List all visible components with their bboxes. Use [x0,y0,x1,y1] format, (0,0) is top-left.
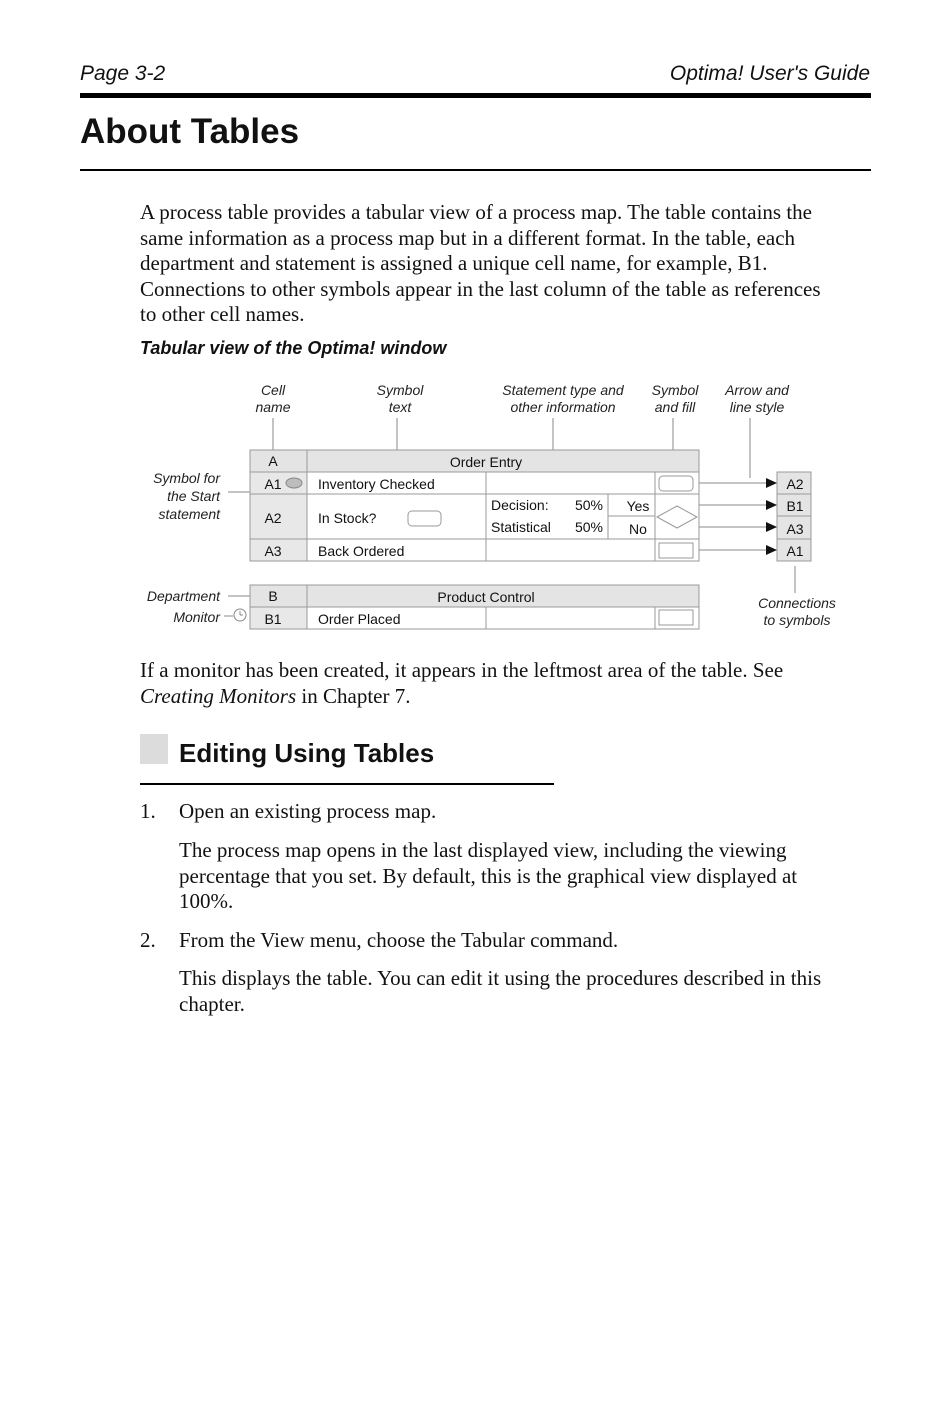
text-a2: In Stock? [318,510,377,526]
guide-title: Optima! User's Guide [669,62,870,85]
step-1-text: Open an existing process map. [179,799,437,823]
arrowhead-icons [766,478,777,555]
cell-a1: A1 [264,476,282,492]
monitor-clock-icon [234,609,246,621]
monitor-paragraph: If a monitor has been created, it appears in the leftmost area of the table. See Creating Monitors in Chapter 7. [140,658,784,708]
callout-connections: Connections to symbols [758,595,836,628]
pct1-a2: 50% [574,497,603,513]
branch-yes: Yes [626,498,650,514]
branch-no: No [629,521,647,537]
step-2-number: 2. [140,928,156,952]
decision-button-icon [408,511,441,526]
step-1-number: 1. [140,799,156,823]
conn-a1: A1 [786,543,804,559]
b1-rectangle-icon [659,610,693,625]
subsection-rule [140,783,554,785]
rectangle-icon [659,543,693,558]
creating-monitors-reference: Creating Monitors [140,683,297,708]
step-2-detail: This displays the table. You can edit it using the procedures described in this chapter. [179,966,822,1016]
dept-a-cell: A [268,453,278,469]
text-a3: Back Ordered [318,543,405,559]
callout-monitor: Monitor [173,609,220,625]
callout-symbol-fill: Symbol and fill [651,382,699,415]
callout-cell-name: Cell name [255,382,291,415]
dept-a-name: Order Entry [449,454,523,470]
text-b1: Order Placed [318,611,401,627]
callout-department: Department [146,588,220,604]
section-title: About Tables [80,112,300,151]
text-a1: Inventory Checked [318,476,435,492]
cell-a3: A3 [264,543,282,559]
conn-a3: A3 [786,521,804,537]
page-number: Page 3-2 [80,62,166,85]
callout-symbol-text: Symbol text [376,382,424,415]
dept-b-name: Product Control [437,589,535,605]
subsection-marker [140,734,168,764]
tabular-view-figure [0,370,950,640]
stat-a2: Statistical [491,519,551,535]
conn-a2: A2 [786,476,804,492]
cell-a2: A2 [264,510,282,526]
header-rule [80,93,871,98]
title-rule [80,169,871,171]
conn-b1: B1 [786,498,804,514]
figure-caption: Tabular view of the Optima! window [140,338,447,358]
callout-start-symbol: Symbol for the Start statement [153,470,220,522]
cell-b1: B1 [264,611,282,627]
type-a2: Decision: [491,497,549,513]
dept-b-cell: B [268,588,278,604]
arrow-lines [699,483,766,550]
subsection-title: Editing Using Tables [179,738,435,768]
callout-arrow-style: Arrow and line style [725,382,789,415]
start-oval-icon [286,478,302,488]
intro-paragraph: A process table provides a tabular view of a process map. The table contains the same information as a process map but in a different format. In the table, each department and statement is assigned a unique cell name, for example, B1. Connections to other symbols appear in the last column of the table as references to other cell names. [140,200,821,326]
callout-statement-type: Statement type and other information [502,382,624,415]
step-2-text: From the View menu, choose the Tabular command. [179,928,619,952]
rounded-rect-icon [659,476,693,491]
pct2-a2: 50% [574,519,603,535]
step-1-detail: The process map opens in the last displayed view, including the viewing percentage that you set. By default, this is the graphical view displayed at 100%. [179,838,798,913]
